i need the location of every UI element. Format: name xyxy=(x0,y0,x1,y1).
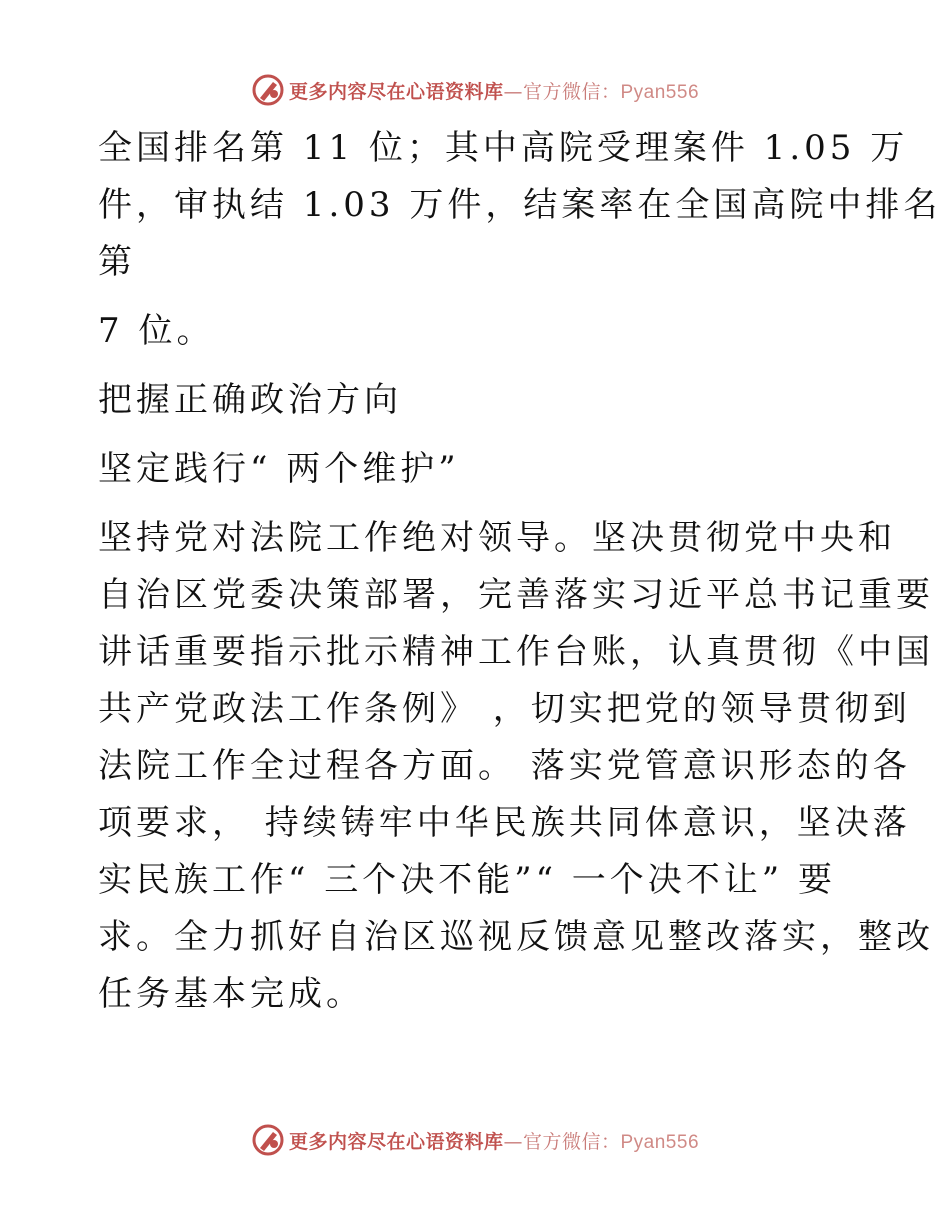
text-line: 项要求， 持续铸牢中华民族共同体意识，坚决落 xyxy=(98,803,911,843)
watermark-text xyxy=(289,1127,699,1154)
text-line: 自治区党委决策部署，完善落实习近平总书记重要 xyxy=(98,575,934,615)
text-line: 第 xyxy=(98,242,136,282)
watermark-wechat-id: Pyan556 xyxy=(620,81,700,103)
paragraph-rank-7 xyxy=(98,303,858,360)
pen-logo-icon xyxy=(251,1123,285,1157)
text-line: 7 位。 xyxy=(98,311,215,351)
text-line: 坚持党对法院工作绝对领导。坚决贯彻党中央和 xyxy=(98,518,896,558)
watermark-wechat-id: Pyan556 xyxy=(620,1131,700,1153)
watermark-dash: — xyxy=(503,80,523,103)
text-line: 任务基本完成。 xyxy=(98,974,364,1014)
pen-logo-icon xyxy=(251,73,285,107)
watermark-site: 更多内容尽在心语资料库 xyxy=(288,80,504,103)
subheading-line: 坚定践行“ 两个维护” xyxy=(98,449,460,489)
watermark-official-label: 官方微信： xyxy=(522,1130,621,1153)
text-line: 件，审执结 1.03 万件，结案率在全国高院中排名 xyxy=(98,185,942,225)
text-line: 全国排名第 11 位；其中高院受理案件 1.05 万 xyxy=(98,128,909,168)
heading-line: 把握正确政治方向 xyxy=(98,380,402,420)
section-heading xyxy=(98,372,858,429)
text-line: 法院工作全过程各方面。 落实党管意识形态的各 xyxy=(98,746,911,786)
section-subheading xyxy=(98,441,858,498)
text-line: 实民族工作“ 三个决不能”“ 一个决不让” 要 xyxy=(98,860,836,900)
watermark-site: 更多内容尽在心语资料库 xyxy=(288,1130,504,1153)
watermark-text xyxy=(289,77,699,104)
text-line: 求。全力抓好自治区巡视反馈意见整改落实，整改 xyxy=(98,917,934,957)
text-line: 讲话重要指示批示精神工作台账，认真贯彻《中国 xyxy=(98,632,934,672)
header-watermark xyxy=(0,70,950,110)
paragraph-ranking xyxy=(98,120,942,291)
footer-watermark xyxy=(0,1120,950,1160)
paragraph-party-leadership xyxy=(98,510,934,1023)
text-line: 共产党政法工作条例》 ，切实把党的领导贯彻到 xyxy=(98,689,911,729)
document-body xyxy=(98,120,942,1023)
watermark-official-label: 官方微信： xyxy=(522,80,621,103)
watermark-dash: — xyxy=(503,1130,523,1153)
